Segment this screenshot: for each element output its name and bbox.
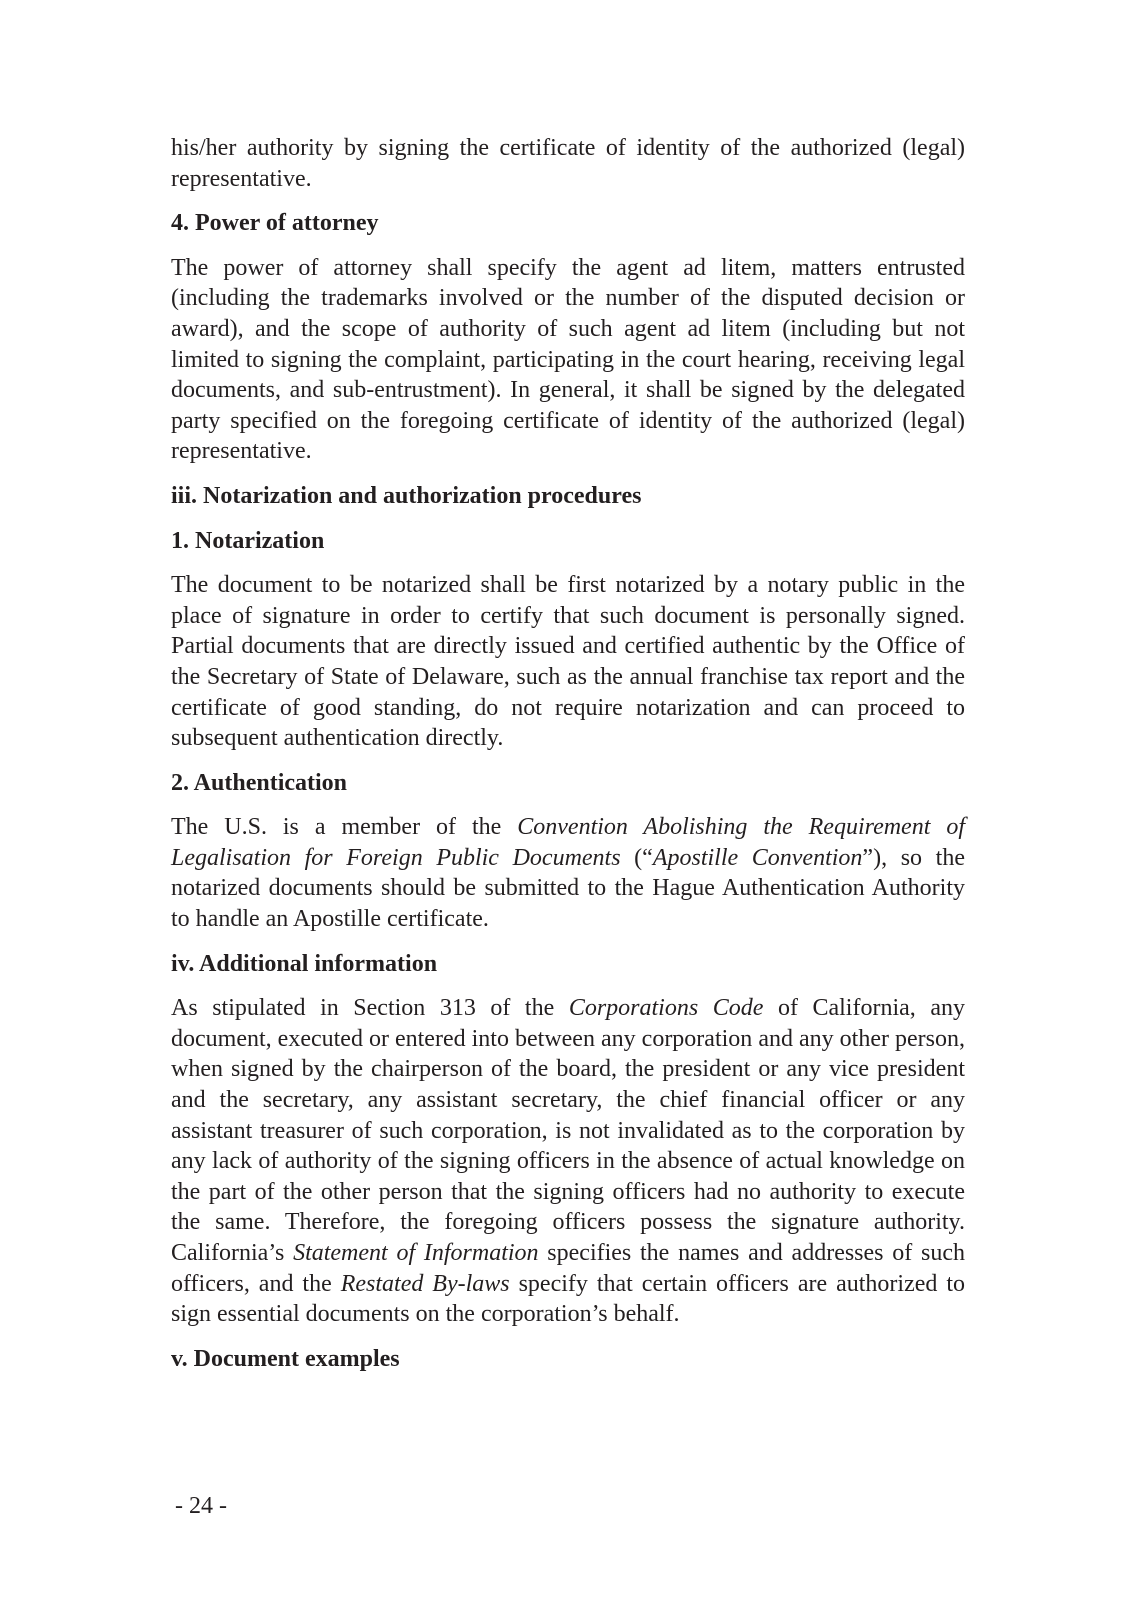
paragraph-notarization: The document to be notarized shall be first notarized by a notary public in the place of signature in order to certify that such document is personally signed. Partial documents that are directly issued and certified authentic by the Office of the Secretary of State of Delaware, such as the annual franchise tax report and the certificate of good standing, do not require notarization and can proceed to subsequent authentication directly. — [171, 572, 965, 752]
text-run: (“ — [620, 844, 653, 871]
text-run: ”), so the notarized documents should be submitted to the Hague Authentication Authority to handle an Apostille certificate. — [171, 844, 965, 933]
text-run: The U.S. is a member of the — [171, 814, 518, 841]
heading-document-examples: v. Document examples — [171, 1345, 400, 1372]
heading-notarization-procedures: iii. Notarization and authorization procedures — [171, 482, 642, 509]
heading-notarization: 1. Notarization — [171, 527, 325, 554]
heading-power-of-attorney: 4. Power of attorney — [171, 210, 379, 237]
italic-restated-bylaws: Restated By-laws — [340, 1270, 510, 1297]
paragraph-authentication — [171, 812, 965, 934]
text-run: specifies the names and addresses of such officers, and the — [171, 1240, 965, 1297]
italic-corporations-code: Corporations Code — [568, 995, 764, 1022]
paragraph-additional-information — [171, 993, 965, 1330]
italic-convention-title: Convention Abolishing the Requirement of Legalisation for Foreign Public Documents — [171, 814, 965, 871]
heading-additional-information: iv. Additional information — [171, 950, 438, 977]
paragraph-power-of-attorney: The power of attorney shall specify the agent ad litem, matters entrusted (including the trademarks involved or the number of the disputed decision or award), and the scope of authority of such agent ad litem (including but not limited to signing the complaint, participating in the court hearing, receiving legal documents, and sub-entrustment). In general, it shall be signed by the delegated party specified on the foregoing certificate of identity of the authorized (legal) representative. — [171, 254, 965, 465]
text-run: of California, any document, executed or entered into between any corporation and any other person, when signed by the chairperson of the board, the president or any vice president and the secretary, any assistant secretary, the chief financial officer or any assistant treasurer of such corporation, is not invalidated as to the corporation by any lack of authority of the signing officers in the absence of actual knowledge on the part of the other person that the signing officers had no authority to execute the same. Therefore, the foregoing officers possess the signature authority. California’s — [171, 995, 965, 1266]
page-number: - 24 - — [175, 1493, 227, 1519]
text-run: specify that certain officers are authorized to sign essential documents on the corporation’s behalf. — [171, 1270, 966, 1328]
text-run: As stipulated in Section 313 of the — [171, 995, 569, 1022]
page-body — [171, 133, 965, 1374]
paragraph-intro: his/her authority by signing the certificate of identity of the authorized (legal) representative. — [171, 135, 965, 192]
italic-statement-of-information: Statement of Information — [293, 1240, 539, 1266]
italic-apostille-convention: Apostille Convention — [652, 844, 863, 871]
heading-authentication: 2. Authentication — [171, 769, 348, 796]
